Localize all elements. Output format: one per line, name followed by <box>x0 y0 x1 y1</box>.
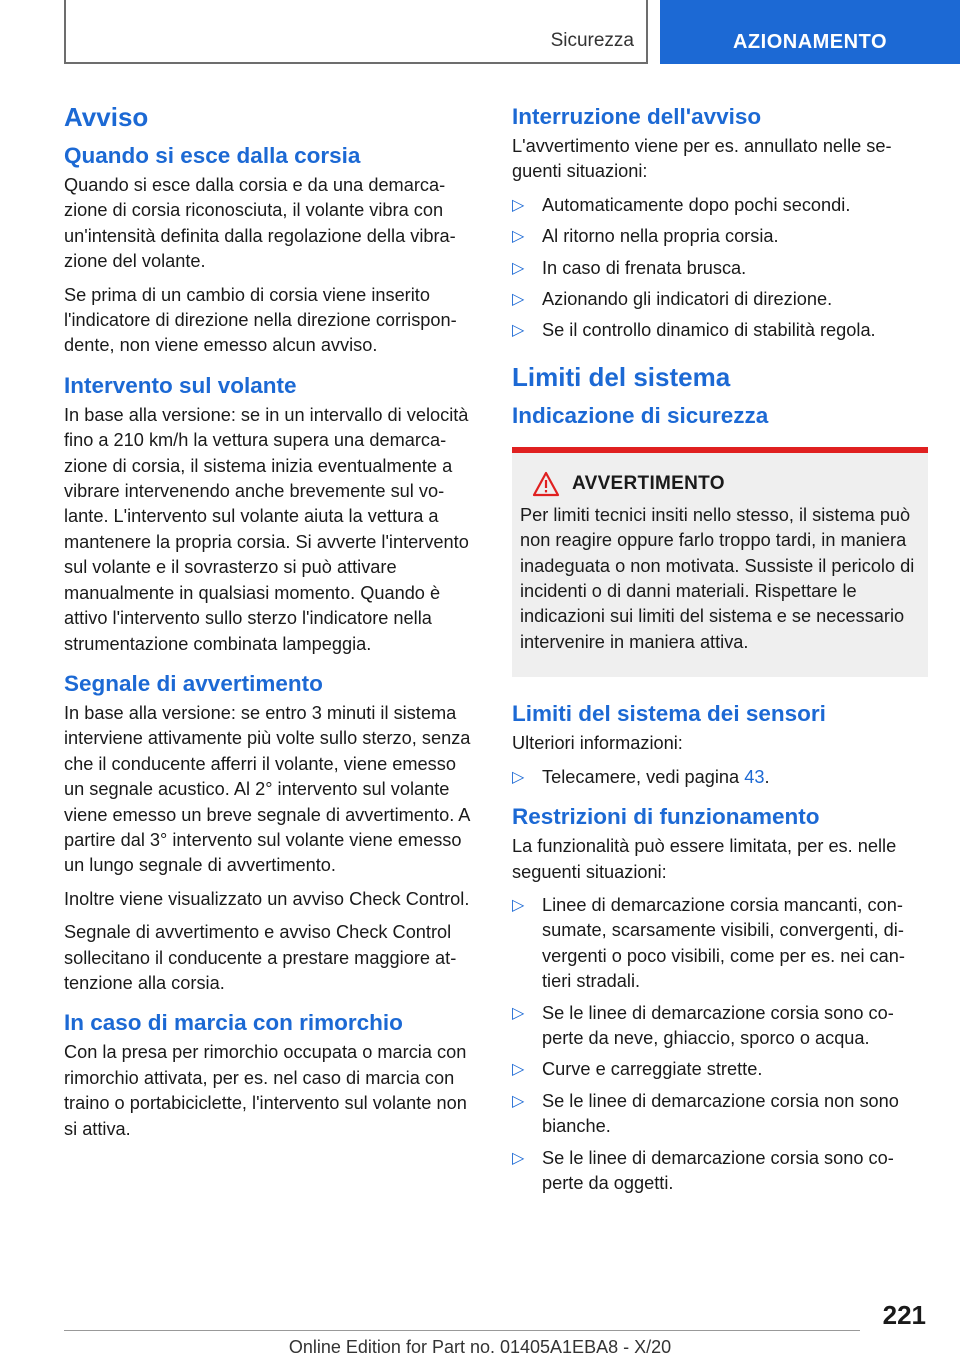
paragraph: Quando si esce dalla corsia e da una demarcazione di corsia riconosciuta, il volante vibra con un'intensità definita dalla regolazione della vibrazione del volante. <box>64 175 456 272</box>
bullet-icon: ▷ <box>512 1149 525 1167</box>
paragraph: La funzionalità può essere limitata, per es. nelle seguenti situazioni: <box>512 836 897 882</box>
paragraph: Con la presa per rimorchio occupata o marcia con rimorchio attivata, per es. nel caso di marcia con traino o portabiciclette, l'intervento sul volante non si attiva. <box>64 1042 467 1139</box>
right-column <box>512 100 928 1202</box>
heading-steering-intervention: Intervento sul volante <box>64 372 297 398</box>
footer-edition: Online Edition for Part no. 01405A1EBA8 - X/20 <box>288 1337 672 1357</box>
warning-triangle-icon <box>532 471 560 497</box>
list-item: ▷ Automaticamente dopo pochi secondi. <box>512 193 928 218</box>
list-item: ▷ Se il controllo dinamico di stabilità regola. <box>512 318 928 343</box>
heading-avviso: Avviso <box>64 102 149 132</box>
list-item: ▷ Telecamere, vedi pagina 43. <box>512 765 928 790</box>
heading-lane-exit: Quando si esce dalla corsia <box>64 143 361 168</box>
warning-text: Per limiti tecnici insiti nello stesso, il sistema può non reagire oppure farlo troppo tardi, in maniera inadeguata o non motivata. Sussiste il pericolo di incidenti o di danni materiali. Rispettare le indicazioni sui limiti del sistema e se necessario intervenire in maniera attiva. <box>520 504 915 652</box>
bullet-icon: ▷ <box>512 896 525 914</box>
bullet-icon: ▷ <box>512 322 525 340</box>
heading-sensor-limits: Limiti del sistema dei sensori <box>512 701 826 727</box>
list-item: ▷ Se le linee di demarcazione corsia sono coperte da oggetti. <box>512 1147 894 1193</box>
paragraph: In base alla versione: se in un intervallo di velocità fino a 210 km/h la vettura supera una demarcazione di corsia, il sistema inizia eventualmente a vibrare intervenendo anche brevemente sul volante. L'intervento sul volante aiuta la vettura a mantenere la propria corsia. Si avverte l'intervento sul volante e il sovrasterzo si può attivare manualmente in qualsiasi momento. Quando è attivo l'intervento sullo sterzo l'indicatore nella strumentazione combinata lampeggia. <box>64 404 469 654</box>
bullet-icon: ▷ <box>512 228 525 246</box>
bullet-icon: ▷ <box>512 1004 525 1022</box>
interruption-list <box>512 193 928 344</box>
bullet-icon: ▷ <box>512 291 525 309</box>
list-item: ▷ Azionando gli indicatori di direzione. <box>512 287 928 312</box>
header-chapter-tab[interactable] <box>660 0 960 64</box>
left-column <box>64 100 480 1150</box>
bullet-icon: ▷ <box>512 768 525 786</box>
paragraph: Inoltre viene visualizzato un avviso Check Control. <box>64 888 470 909</box>
heading-function-restrictions: Restrizioni di funzionamento <box>512 804 820 830</box>
paragraph: Ulteriori informazioni: <box>512 733 683 754</box>
bullet-icon: ▷ <box>512 196 525 214</box>
list-item: ▷ Al ritorno nella propria corsia. <box>512 224 928 249</box>
chapter-label: AZIONAMENTO <box>732 31 887 53</box>
heading-system-limits: Limiti del sistema <box>512 361 731 392</box>
list-item: ▷ Se le linee di demarcazione corsia sono coperte da neve, ghiaccio, sporco o acqua. <box>512 1002 894 1048</box>
header-section-title: Sicurezza <box>550 30 634 51</box>
heading-trailer: In caso di marcia con rimorchio <box>64 1010 403 1036</box>
warning-box <box>512 447 928 677</box>
list-item: ▷ Se le linee di demarcazione corsia non sono bianche. <box>512 1090 899 1137</box>
list-item: ▷ Linee di demarcazione corsia mancanti, consumate, scarsamente visibili, convergenti, divergenti o poco visibili, come per es. nei cantieri stradali. <box>512 894 905 992</box>
sensor-list <box>512 765 928 790</box>
list-item: ▷ Curve e carreggiate strette. <box>512 1057 928 1082</box>
paragraph: In base alla versione: se entro 3 minuti il sistema interviene attivamente più volte sullo sterzo, senza che il conducente afferri il volante, viene emesso un segnale acustico. Al 2° intervento sul volante viene emesso un breve segnale di avvertimento. A partire dal 3° intervento sul volante viene emesso un lungo segnale di avvertimento. <box>64 702 471 876</box>
page-number: 221 <box>882 1300 926 1330</box>
warning-header <box>520 471 920 497</box>
bullet-icon: ▷ <box>512 1092 525 1110</box>
paragraph: L'avvertimento viene per es. annullato nelle seguenti situazioni: <box>512 136 892 182</box>
restrictions-list <box>512 893 928 1196</box>
heading-warning-interruption: Interruzione dell'avviso <box>512 104 762 129</box>
list-item: ▷ In caso di frenata brusca. <box>512 256 928 281</box>
paragraph: Segnale di avvertimento e avviso Check Control sollecitano il conducente a prestare maggiore attenzione alla corsia. <box>64 922 457 993</box>
bullet-icon: ▷ <box>512 1061 525 1079</box>
page-link[interactable]: 43 <box>744 766 765 787</box>
heading-safety-notice: Indicazione di sicurezza <box>512 402 769 428</box>
paragraph: Se prima di un cambio di corsia viene inserito l'indicatore di direzione nella direzione corrispondente, non viene emesso alcun avviso. <box>64 284 457 356</box>
footer-divider <box>64 1330 860 1331</box>
warning-title: AVVERTIMENTO <box>572 472 725 494</box>
heading-warning-signal: Segnale di avvertimento <box>64 670 323 696</box>
bullet-icon: ▷ <box>512 259 525 277</box>
